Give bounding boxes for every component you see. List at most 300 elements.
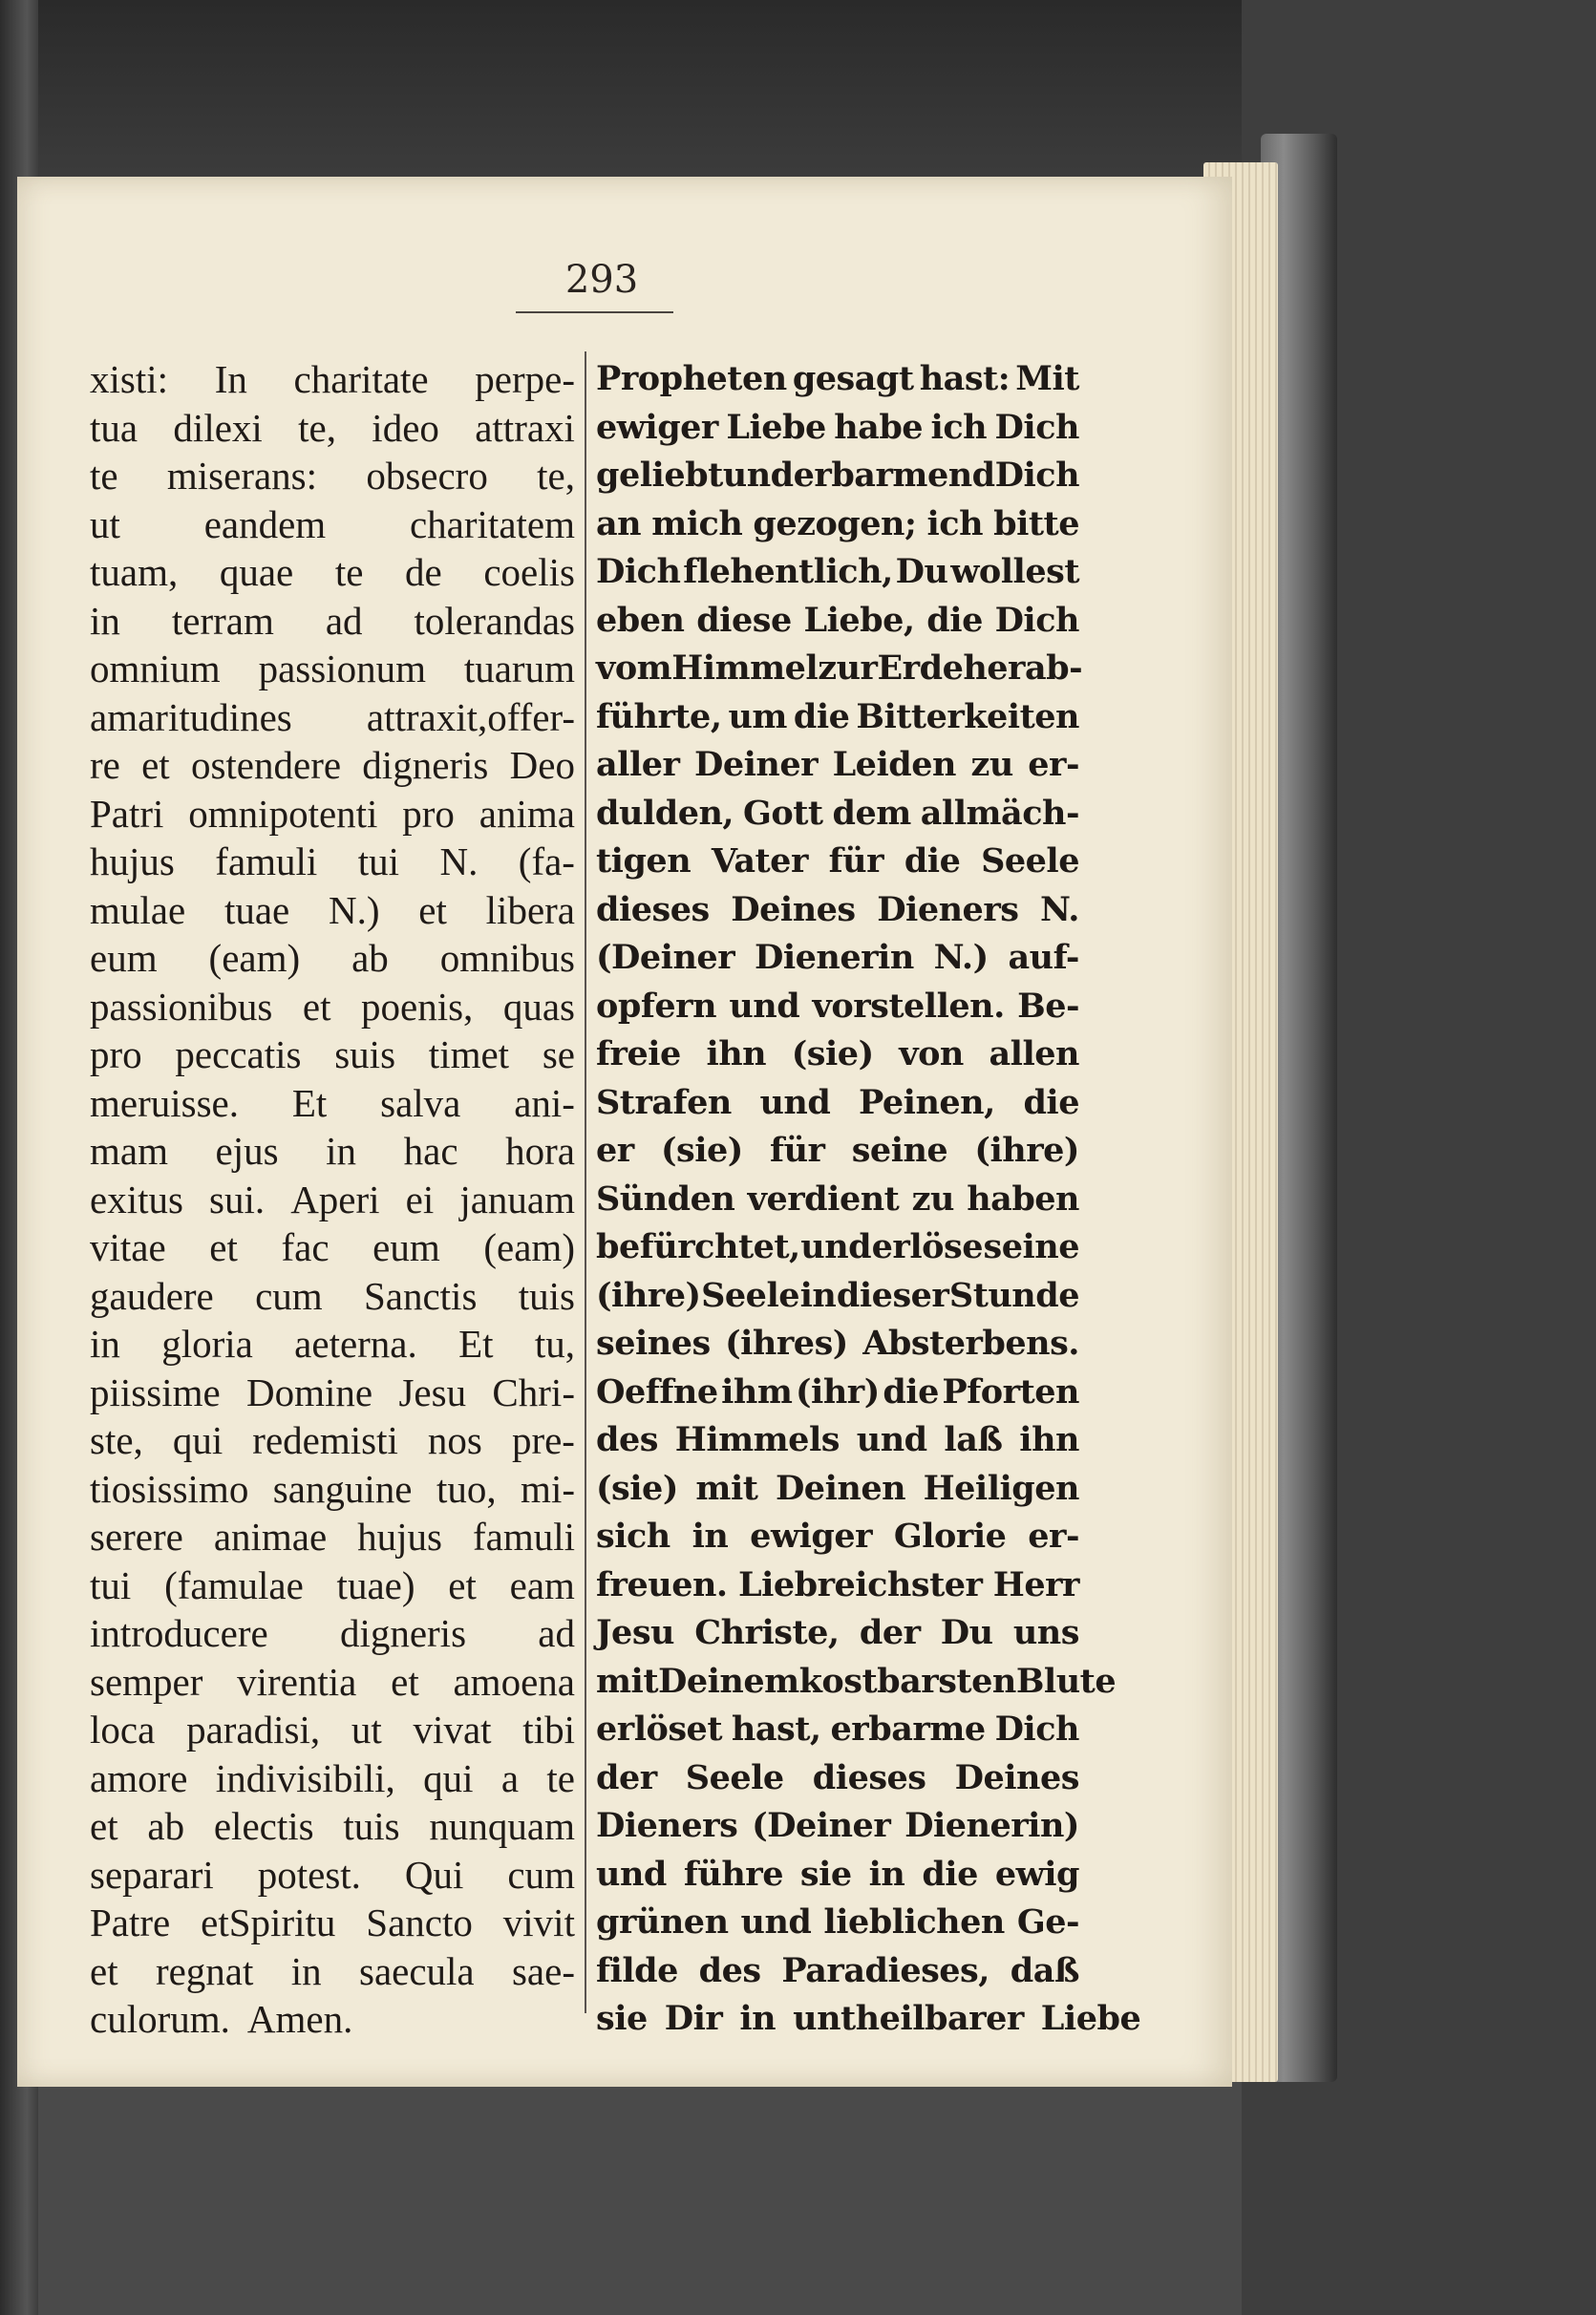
- latin-line: [90, 355, 575, 404]
- german-word: sich: [596, 1517, 670, 1556]
- latin-word: (eam): [208, 936, 301, 980]
- german-word: sie: [799, 1854, 852, 1894]
- german-word: haben: [967, 1179, 1079, 1219]
- latin-word: Domine: [246, 1370, 373, 1414]
- german-word: Heiligen: [923, 1468, 1079, 1508]
- latin-word: serere: [90, 1515, 183, 1559]
- latin-word: culorum.: [90, 1997, 230, 2041]
- german-line: [596, 983, 1079, 1031]
- german-word: Dir: [664, 1999, 723, 2038]
- latin-word: digneris: [339, 1611, 467, 1655]
- latin-word: regnat: [155, 1948, 254, 1993]
- german-word: die: [904, 841, 961, 881]
- latin-line: [90, 741, 575, 790]
- latin-word: et: [418, 887, 447, 932]
- latin-word: passionum: [258, 647, 426, 690]
- latin-line: [90, 693, 575, 742]
- german-word: und: [596, 1854, 667, 1894]
- latin-line: [90, 1609, 575, 1658]
- german-word: flehentlich,: [683, 552, 893, 591]
- german-word: Gott: [743, 793, 823, 833]
- latin-word: attraxit,offer-: [366, 694, 575, 739]
- german-column: [596, 355, 1141, 2044]
- latin-word: hujus: [357, 1515, 443, 1559]
- german-word: N.: [1040, 889, 1079, 929]
- german-word: Dich: [994, 456, 1080, 495]
- latin-word: tolerandas: [414, 598, 575, 643]
- german-word: führte,: [596, 696, 722, 736]
- latin-line: [90, 790, 575, 839]
- german-word: Seele: [685, 1757, 784, 1797]
- latin-word: exitus: [90, 1177, 183, 1221]
- german-word: er-: [1028, 1517, 1079, 1556]
- column-divider: [585, 351, 586, 2013]
- german-word: bitte: [993, 503, 1079, 543]
- latin-line: [90, 1272, 575, 1321]
- german-word: vorstellen.: [812, 986, 1005, 1026]
- latin-word: Patre: [90, 1901, 171, 1944]
- german-word: dieses: [596, 889, 710, 929]
- german-line: [596, 1995, 1141, 2044]
- latin-word: coelis: [483, 550, 575, 594]
- latin-word: tuae: [223, 887, 290, 932]
- german-word: gesagt: [792, 359, 914, 398]
- german-word: die: [793, 696, 850, 736]
- latin-word: Deo: [509, 743, 575, 787]
- latin-word: vitae: [90, 1225, 166, 1269]
- german-word: Dienerin): [904, 1806, 1079, 1845]
- german-word: Himmels: [674, 1420, 840, 1459]
- latin-word: (famulae: [164, 1562, 304, 1607]
- latin-word: gaudere: [90, 1273, 214, 1318]
- german-word: Leiden: [832, 745, 956, 784]
- german-word: Glorie: [893, 1517, 1007, 1556]
- german-line: [596, 645, 1083, 693]
- latin-word: tuis: [518, 1273, 575, 1318]
- latin-word: dilexi: [173, 405, 263, 450]
- latin-line: [90, 1706, 575, 1754]
- latin-line: [90, 1176, 575, 1224]
- german-word: Liebe: [1040, 1999, 1141, 2038]
- latin-word: saecula: [358, 1948, 475, 1993]
- german-word: (sie): [660, 1131, 743, 1170]
- latin-word: tui: [357, 839, 400, 883]
- german-word: lieblichen: [823, 1902, 1005, 1942]
- latin-word: hac: [403, 1129, 458, 1173]
- latin-word: suis: [334, 1032, 396, 1076]
- german-word: Christe,: [694, 1613, 840, 1652]
- latin-word: Aperi: [290, 1177, 380, 1221]
- latin-word: Qui: [404, 1852, 464, 1897]
- latin-word: in: [326, 1129, 357, 1173]
- german-line: [596, 1513, 1079, 1561]
- german-word: aller: [596, 745, 680, 784]
- german-word: erbarmend: [793, 456, 995, 495]
- german-word: Dieners: [877, 889, 1019, 929]
- latin-word: Jesu: [398, 1370, 467, 1414]
- latin-word: te,: [298, 405, 336, 450]
- german-word: und: [759, 1082, 831, 1122]
- latin-line: [90, 1899, 575, 1947]
- latin-word: etSpiritu: [201, 1901, 336, 1944]
- german-word: Seele: [701, 1275, 800, 1315]
- latin-word: (fa-: [518, 839, 575, 883]
- german-word: Deinen: [775, 1468, 906, 1508]
- german-word: zu: [970, 745, 1013, 784]
- german-word: (Deiner: [752, 1806, 891, 1845]
- latin-word: tuarum: [463, 647, 575, 690]
- latin-line: [90, 1079, 575, 1128]
- latin-word: poenis,: [361, 984, 474, 1029]
- latin-line: [90, 500, 575, 549]
- latin-word: hora: [505, 1129, 575, 1173]
- latin-word: eum: [90, 936, 158, 980]
- latin-word: cum: [507, 1852, 575, 1897]
- german-line: [596, 404, 1079, 453]
- latin-word: N.: [439, 839, 479, 883]
- latin-word: mam: [90, 1129, 168, 1173]
- german-word: Ge-: [1016, 1902, 1079, 1942]
- german-word: die: [922, 1854, 978, 1894]
- latin-word: eum: [372, 1225, 440, 1269]
- german-word: diese: [696, 600, 792, 640]
- german-word: grünen: [596, 1902, 729, 1942]
- latin-word: anima: [479, 791, 575, 836]
- german-word: sie: [596, 1999, 648, 2038]
- latin-line: [90, 452, 575, 500]
- latin-word: in: [90, 1322, 120, 1366]
- latin-word: charitate: [293, 357, 429, 401]
- german-line: [596, 1079, 1079, 1128]
- german-word: allen: [989, 1034, 1079, 1073]
- latin-word: Et: [458, 1322, 494, 1366]
- latin-word: et: [448, 1562, 477, 1607]
- german-word: (ihre): [596, 1275, 701, 1315]
- latin-line: [90, 1995, 575, 2044]
- german-word: und: [856, 1420, 927, 1459]
- german-word: Deines: [731, 889, 856, 929]
- german-word: zur: [818, 648, 878, 688]
- latin-word: semper: [90, 1659, 203, 1704]
- german-line: [596, 1272, 1079, 1321]
- german-line: [596, 1030, 1079, 1079]
- german-word: in: [692, 1517, 729, 1556]
- german-word: die: [926, 600, 983, 640]
- latin-word: de: [405, 550, 442, 594]
- german-line: [596, 790, 1079, 839]
- german-word: Be-: [1017, 986, 1079, 1026]
- latin-word: vivit: [502, 1901, 575, 1944]
- latin-word: Sancto: [366, 1901, 473, 1944]
- latin-word: tua: [90, 405, 138, 450]
- latin-word: ei: [405, 1177, 435, 1221]
- latin-line: [90, 597, 575, 646]
- latin-word: electis: [213, 1804, 314, 1848]
- german-word: Jesu: [596, 1613, 674, 1652]
- latin-word: et: [209, 1225, 238, 1269]
- german-word: der: [596, 1757, 657, 1797]
- latin-line: [90, 1369, 575, 1417]
- latin-word: charitatem: [409, 501, 575, 546]
- german-word: ihn: [706, 1034, 767, 1073]
- german-word: Deiner: [693, 745, 819, 784]
- latin-word: in: [90, 598, 120, 643]
- german-word: des: [596, 1420, 658, 1459]
- german-line: [596, 548, 1079, 597]
- latin-word: et: [90, 1948, 118, 1993]
- german-word: tigen: [596, 841, 692, 881]
- latin-word: peccatis: [175, 1032, 302, 1076]
- german-line: [596, 355, 1079, 404]
- german-word: Propheten: [596, 359, 787, 398]
- german-word: hast,: [731, 1710, 821, 1749]
- latin-column: [90, 355, 575, 2044]
- german-word: dieser: [836, 1275, 949, 1315]
- german-word: daß: [1010, 1950, 1079, 1990]
- german-line: [596, 1416, 1079, 1465]
- german-word: ewiger: [596, 407, 718, 447]
- latin-word: Amen.: [246, 1997, 353, 2041]
- german-word: ewig: [994, 1854, 1079, 1894]
- latin-word: se: [542, 1032, 575, 1076]
- german-word: die: [883, 1371, 939, 1412]
- german-word: Dich: [994, 407, 1079, 447]
- german-word: und: [800, 1227, 872, 1266]
- german-word: er-: [1028, 745, 1079, 784]
- german-word: Pforten: [942, 1371, 1079, 1412]
- german-word: Sünden: [596, 1179, 735, 1219]
- latin-word: miserans:: [166, 454, 318, 498]
- latin-line: [90, 1658, 575, 1707]
- latin-word: tuae): [336, 1562, 415, 1607]
- latin-line: [90, 983, 575, 1031]
- german-word: Strafen: [596, 1082, 732, 1122]
- latin-line: [90, 838, 575, 886]
- german-word: um: [728, 696, 787, 736]
- german-word: Seele: [981, 841, 1079, 881]
- german-word: in: [868, 1854, 905, 1894]
- latin-word: separari: [90, 1852, 214, 1897]
- german-word: (Deiner: [596, 938, 735, 977]
- latin-line: [90, 1513, 575, 1561]
- latin-word: tui: [90, 1562, 132, 1607]
- latin-word: ab: [351, 936, 389, 980]
- latin-line: [90, 1416, 575, 1465]
- latin-word: redemisti: [252, 1418, 398, 1462]
- german-line: [596, 1176, 1079, 1224]
- german-word: und: [722, 456, 794, 495]
- german-word: Bitterkeiten: [856, 696, 1079, 736]
- german-word: Du: [940, 1613, 993, 1652]
- latin-word: te,: [537, 454, 575, 498]
- german-word: erlöse: [871, 1227, 983, 1266]
- german-word: (ihr): [795, 1371, 880, 1412]
- german-word: mit: [695, 1468, 758, 1508]
- german-line: [596, 1561, 1079, 1610]
- latin-word: digneris: [362, 743, 489, 787]
- latin-word: amoena: [453, 1659, 575, 1704]
- german-word: ich: [930, 407, 988, 447]
- german-word: Liebreichster: [737, 1564, 983, 1604]
- german-word: mich: [651, 503, 743, 543]
- german-word: habe: [834, 407, 924, 447]
- german-word: Himmel: [671, 648, 819, 688]
- latin-word: xisti:: [90, 357, 169, 401]
- latin-word: ani-: [514, 1080, 575, 1125]
- latin-line: [90, 1802, 575, 1851]
- german-word: wollest: [950, 552, 1079, 591]
- latin-word: ideo: [372, 405, 439, 450]
- german-word: untheilbarer: [793, 1999, 1024, 2038]
- german-word: für: [828, 841, 884, 881]
- latin-word: tu,: [534, 1322, 575, 1366]
- latin-line: [90, 1127, 575, 1176]
- german-word: in: [739, 1999, 777, 2038]
- german-line: [596, 597, 1079, 646]
- german-word: uns: [1012, 1613, 1079, 1652]
- german-line: [596, 693, 1079, 742]
- german-line: [596, 500, 1079, 549]
- german-line: [596, 1609, 1079, 1658]
- latin-word: ejus: [215, 1129, 279, 1173]
- latin-line: [90, 1030, 575, 1079]
- german-line: [596, 1658, 1117, 1707]
- latin-word: ad: [325, 598, 363, 643]
- latin-word: januam: [459, 1177, 575, 1221]
- latin-word: amore: [90, 1755, 188, 1800]
- latin-word: Sanctis: [363, 1273, 478, 1318]
- latin-word: et: [302, 984, 331, 1029]
- german-word: befürchtet,: [596, 1227, 800, 1266]
- german-word: (ihre): [974, 1131, 1079, 1170]
- latin-line: [90, 404, 575, 453]
- german-word: Deines: [954, 1757, 1079, 1797]
- latin-word: sui.: [209, 1177, 266, 1221]
- latin-word: In: [214, 357, 247, 401]
- german-word: Dich: [994, 1710, 1079, 1749]
- latin-word: Et: [291, 1080, 328, 1125]
- german-word: für: [770, 1131, 825, 1170]
- german-word: freie: [596, 1034, 681, 1073]
- latin-word: tiosissimo: [90, 1466, 249, 1511]
- german-word: Blute: [1015, 1661, 1117, 1701]
- german-word: erbarme: [830, 1710, 986, 1749]
- german-line: [596, 741, 1079, 790]
- german-word: Stunde: [948, 1275, 1079, 1315]
- german-word: Dich: [596, 552, 681, 591]
- german-word: Dich: [994, 600, 1079, 640]
- german-word: Du: [895, 552, 948, 591]
- latin-word: loca: [90, 1708, 156, 1752]
- german-line: [596, 1899, 1079, 1947]
- german-word: Deinem: [658, 1661, 799, 1701]
- latin-word: introducere: [90, 1611, 268, 1655]
- latin-word: a: [500, 1755, 520, 1800]
- german-word: mit: [596, 1661, 658, 1701]
- latin-word: timet: [428, 1032, 510, 1076]
- german-word: ewiger: [750, 1517, 873, 1556]
- german-word: erlöset: [596, 1710, 722, 1749]
- german-word: an: [596, 503, 642, 543]
- latin-word: obsecro: [366, 454, 488, 498]
- german-line: [596, 1802, 1079, 1851]
- latin-word: te: [90, 454, 118, 498]
- latin-line: [90, 645, 575, 693]
- latin-word: omnipotenti: [188, 791, 378, 836]
- german-word: des: [698, 1950, 761, 1990]
- latin-word: famuli: [472, 1515, 575, 1559]
- german-word: Dieners: [596, 1806, 738, 1845]
- latin-word: amaritudines: [90, 694, 292, 739]
- german-word: die: [1023, 1082, 1079, 1122]
- latin-word: tuo,: [436, 1466, 497, 1511]
- latin-word: nos: [427, 1418, 482, 1462]
- latin-word: paradisi,: [186, 1708, 321, 1752]
- german-line: [596, 1127, 1079, 1176]
- german-word: Vater: [711, 841, 808, 881]
- german-word: geliebt: [596, 456, 723, 495]
- latin-line: [90, 1561, 575, 1610]
- latin-word: omnium: [90, 647, 221, 690]
- latin-word: Chri-: [492, 1370, 575, 1414]
- latin-word: gloria: [161, 1322, 253, 1366]
- german-word: führe: [683, 1854, 783, 1894]
- latin-word: pre-: [511, 1418, 575, 1462]
- latin-word: meruisse.: [90, 1080, 239, 1125]
- latin-word: terram: [171, 598, 274, 643]
- page-number: 293: [564, 258, 639, 302]
- latin-line: [90, 1851, 575, 1900]
- german-word: laß: [944, 1420, 1003, 1459]
- latin-word: aeterna.: [294, 1322, 417, 1366]
- latin-word: te: [334, 550, 364, 594]
- latin-word: ab: [147, 1804, 185, 1848]
- german-word: N.): [933, 938, 989, 977]
- latin-word: sae-: [511, 1948, 575, 1993]
- german-word: und: [729, 986, 800, 1026]
- latin-word: ut: [351, 1708, 382, 1752]
- german-line: [596, 1754, 1079, 1803]
- german-line: [596, 1223, 1079, 1272]
- latin-word: libera: [485, 887, 575, 932]
- latin-line: [90, 548, 575, 597]
- latin-word: fac: [281, 1225, 330, 1269]
- german-word: freuen.: [596, 1564, 728, 1604]
- german-word: vom: [596, 648, 672, 688]
- latin-word: omnibus: [439, 936, 575, 980]
- latin-word: et: [141, 743, 170, 787]
- german-word: seine: [983, 1227, 1079, 1266]
- latin-word: Patri: [90, 791, 164, 836]
- latin-word: ostendere: [190, 743, 342, 787]
- latin-word: cum: [255, 1273, 323, 1318]
- german-word: opfern: [596, 986, 717, 1026]
- german-word: filde: [596, 1950, 678, 1990]
- latin-word: tuam,: [90, 550, 179, 594]
- german-word: und: [740, 1902, 812, 1942]
- latin-word: mulae: [90, 887, 186, 932]
- latin-word: sanguine: [272, 1466, 413, 1511]
- german-line: [596, 1706, 1079, 1754]
- german-word: der: [859, 1613, 921, 1652]
- german-word: seines: [596, 1324, 711, 1363]
- german-word: ihn: [1019, 1420, 1079, 1459]
- german-line: [596, 934, 1079, 983]
- german-word: Erde: [877, 648, 964, 688]
- german-line: [596, 1851, 1079, 1900]
- latin-word: mi-: [521, 1466, 575, 1511]
- german-word: allmäch-: [920, 793, 1079, 833]
